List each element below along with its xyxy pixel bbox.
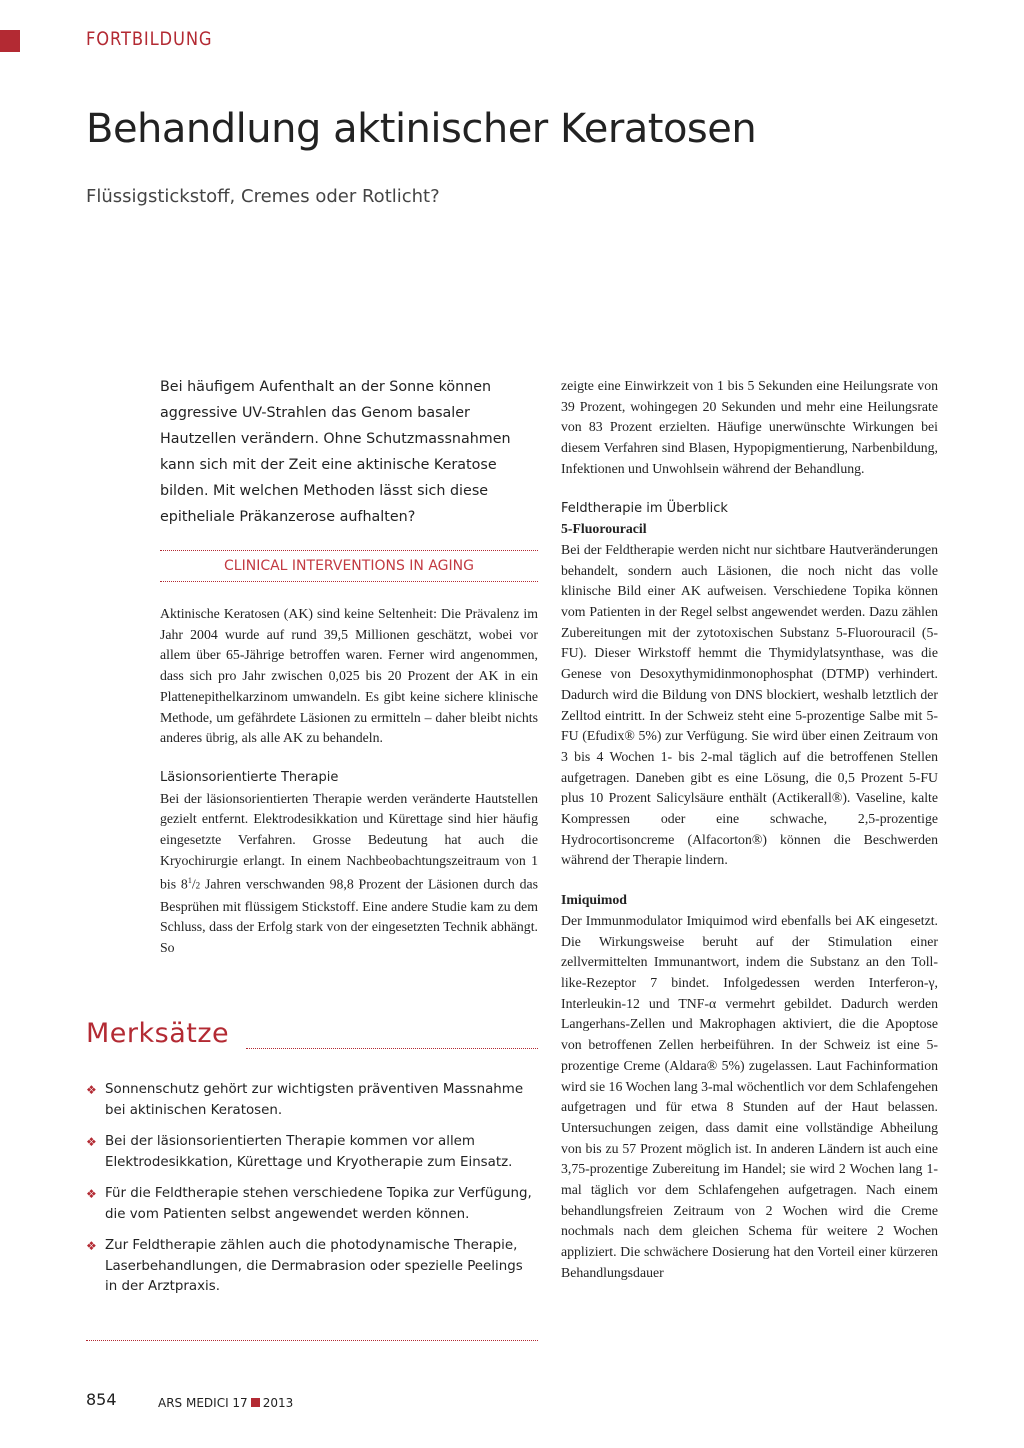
key-points-heading-rule xyxy=(246,1048,538,1049)
divider-top xyxy=(160,550,538,551)
subsection-heading: 5-Fluorouracil xyxy=(561,521,647,537)
body-paragraph: Aktinische Keratosen (AK) sind keine Seltenheit: Die Prävalenz im Jahr 2004 wurde auf rund 39,5 Millionen geschätzt, wobei vor allem über 65-Jährige betroffen waren. Ferner wird angenommen, dass sich pro Jahr zwischen 0,025 bis 20 Prozent der AK in ein Plattenepithelkarzinom umwandeln. Es gibt keine sichere klinische Methode, um gefährdete Läsionen zu ermitteln – daher bleibt nichts anderes übrig, als alle AK zu behandeln. xyxy=(160,606,538,746)
diamond-bullet-icon: ❖ xyxy=(86,1135,97,1149)
diamond-bullet-icon: ❖ xyxy=(86,1187,97,1201)
subsection-heading: Imiquimod xyxy=(561,892,627,908)
section-label: FORTBILDUNG xyxy=(86,28,213,50)
key-point-item: ❖ Zur Feldtherapie zählen auch die photodynamische Therapie, Laserbehandlungen, die Dermabrasion oder spezielle Peelings in der Arztpraxis. xyxy=(86,1238,523,1294)
key-points-list xyxy=(86,1080,532,1309)
key-point-item: ❖ Für die Feldtherapie stehen verschiedene Topika zur Verfügung, die vom Patienten selbst angewendet werden können. xyxy=(86,1186,532,1222)
section-heading: Läsionsorientierte Therapie xyxy=(160,769,339,785)
diamond-bullet-icon: ❖ xyxy=(86,1083,97,1097)
page-number: 854 xyxy=(86,1390,117,1409)
divider-bottom xyxy=(160,581,538,582)
key-point-item: ❖ Sonnenschutz gehört zur wichtigsten präventiven Massnahme bei aktinischen Keratosen. xyxy=(86,1082,524,1118)
body-paragraph: Bei der Feldtherapie werden nicht nur sichtbare Hautveränderungen behandelt, sondern auch Läsionen, die noch nicht das volle klinische Bild einer AK aufweisen. Verschiedene Topika können vom Patienten in der Regel selbst angewendet werden. Dazu zählen Zubereitungen mit der zytotoxischen Substanz 5-Fluorouracil (5-FU). Dieser Wirkstoff hemmt die Thymidylatsynthase, was die Genese von Desoxythymidinmonophosphat (DTMP) verhindert. Dadurch wird die Bildung von DNS blockiert, weshalb letztlich der Zelltod eintritt. In der Schweiz steht eine 5-prozentige Salbe mit 5-FU (Efudix® 5%) zur Verfügung. Sie wird über einen Zeitraum von 3 bis 4 Wochen 1- bis 2-mal täglich auf die betroffenen Stellen aufgetragen. Daneben gibt es eine Lösung, die 0,5 Prozent 5-FU plus 10 Prozent Salicylsäure enthält (Actikerall®). Vaseline, kalte Kompressen oder eine schwache, 2,5-prozentige Hydrocortisoncreme (Alfacorton®) können die Beschwerden während der Therapie lindern. xyxy=(561,541,938,868)
left-column xyxy=(160,604,538,959)
key-points-bottom-rule xyxy=(86,1340,538,1341)
article-subtitle: Flüssigstickstoff, Cremes oder Rotlicht? xyxy=(86,186,440,207)
journal-issue: ARS MEDICI 17 2013 xyxy=(158,1396,294,1410)
diamond-bullet-icon: ❖ xyxy=(86,1239,97,1253)
body-paragraph: Der Immunmodulator Imiquimod wird ebenfalls bei AK eingesetzt. Die Wirkungsweise beruht auf der Stimulation einer zellvermittelten Immunantwort, indem die Substanz an den Toll-like-Rezeptor 7 bindet. Infolgedessen werden Interferon-γ, Interleukin-12 und TNF-α vermehrt gebildet. Dadurch werden Langerhans-Zellen und Makrophagen aktiviert, die die Apoptose von betroffenen Zellen herbeiführen. In der Schweiz ist eine 5-prozentige Creme (Aldara® 5%) zugelassen. Laut Fachinformation wird sie 16 Wochen lang 3-mal wöchentlich vor dem Schlafengehen aufgetragen und für etwa 8 Stunden auf der Haut belassen. Untersuchungen zeigen, dass damit eine vollständige Abheilung von bis zu 57 Prozent möglich ist. In anderen Ländern ist auch eine 3,75-prozentige Zubereitung im Handel; sie wird 2 Wochen lang 1-mal täglich vor dem Schlafengehen aufgetragen. Nach einem behandlungsfreien Zeitraum von 2 Wochen wird die Creme nochmals nach dem gleichen Schema für weitere 2 Wochen appliziert. Die schwächere Dosierung hat den Vorteil einer kürzeren Behandlungsdauer xyxy=(561,912,938,1280)
right-column xyxy=(561,376,938,1284)
body-paragraph: Bei der läsionsorientierten Therapie werden veränderte Hautstellen gezielt entfernt. Elektrodesikkation und Kürettage sind hier häufig eingesetzte Verfahren. Grosse Bedeutung hat auch die Kryochirurgie erlangt. In einem Nachbeobachtungszeitraum von 1 bis $8^1/2$ Jahren verschwanden 98,8 Prozent der Läsionen durch das Besprühen mit flüssigem Stickstoff. Eine andere Studie kam zu dem Schluss, dass der Erfolg stark von der eingesetzten Technik abhängt. So xyxy=(160,790,538,956)
intro-lead: Bei häufigem Aufenthalt an der Sonne können aggressive UV-Strahlen das Genom basaler Hautzellen verändern. Ohne Schutzmassnahmen kann sich mit der Zeit eine aktinische Keratose bilden. Mit welchen Methoden lässt sich diese epitheliale Präkanzerose aufhalten? xyxy=(160,379,511,525)
section-heading: Feldtherapie im Überblick xyxy=(561,500,728,516)
section-marker xyxy=(0,30,20,52)
article-title: Behandlung aktinischer Keratosen xyxy=(86,106,757,152)
key-points-heading: Merksätze xyxy=(86,1018,230,1049)
source-label: CLINICAL INTERVENTIONS IN AGING xyxy=(224,558,474,574)
square-separator-icon xyxy=(251,1398,260,1407)
key-point-item: ❖ Bei der läsionsorientierten Therapie kommen vor allem Elektrodesikkation, Kürettage und Kryotherapie zum Einsatz. xyxy=(86,1134,513,1170)
body-paragraph: zeigte eine Einwirkzeit von 1 bis 5 Sekunden eine Heilungsrate von 39 Prozent, wohingegen 20 Sekunden und mehr eine Heilungsrate von 83 Prozent erzielten. Häufige unerwünschte Wirkungen bei diesem Verfahren sind Blasen, Hypopigmentierung, Narbenbildung, Infektionen und Unwohlsein während der Behandlung. xyxy=(561,378,938,476)
